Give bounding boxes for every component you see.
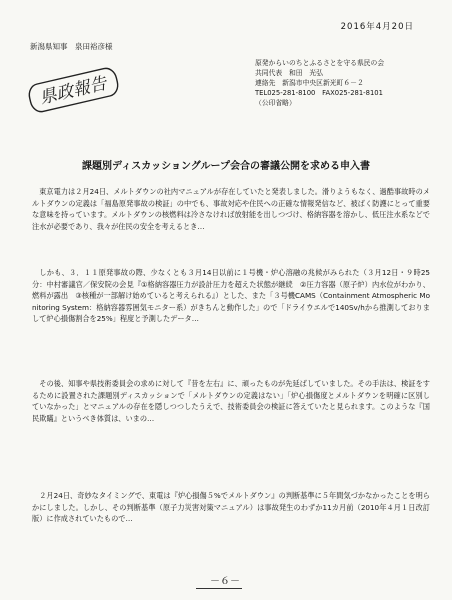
page-number: －６－ [210, 576, 240, 587]
document-title: 課題別ディスカッショングループ会合の審議公開を求める申入書 [82, 161, 370, 172]
body-paragraph: しかも、３．１１原発事故の際、少なくとも３月14日以前に１号機・炉心溶融の兆候がみられた（３月12日・９時25分：中村審議官／保安院の会見『①格納容器圧力が設計圧力を超えた状態が継続 ②圧力容器（原子炉）内水位がわかり、燃料が露出 ③核種が一部解け始めていると考えられる』）とした、また「３号機CAMS（Containment Atmospheric Monitoring System：格納容器雰囲気モニター系）がきちんと動作した」ので「ドライウエルで140Sv/hから推測しておりまして炉心損傷割合を25%」程度と予測したデータ… [32, 268, 430, 324]
body-paragraph: ２月24日、奇妙なタイミングで、東電は『炉心損傷５%でメルトダウン』の判断基準に５年間気づかなかったことを明らかにしました。しかし、その判断基準（原子力災害対策マニュアル）は事故発生のわずか11カ月前（2010年４月１日改訂版）に作成されていたもので… [32, 491, 430, 524]
sender-phone: TEL025-281-8100 FAX025-281-8101 [255, 89, 383, 97]
body-paragraph: その後、知事や県技術委員会の求めに対して『昔を左右』に、頑ったものが先延ばしていました。その手法は、検証をするために設置された課題別ディスカッションで「メルトダウンの定義はない」「炉心損傷度とメルトダウンを明確に区別していなかった」とマニュアルの存在を隠しつつしたうえで、技術委員会の検証に答えていたと見られます。このような『国民欺瞞』というべき体質は、いまの… [32, 379, 430, 423]
sender-note: （公印省略） [255, 99, 296, 107]
sender-block [255, 58, 445, 108]
body-paragraph: 東京電力は２月24日、メルトダウンの社内マニュアルが存在していたと発表しました。滑りようもなく、過酷事故時のメルトダウンの定義は「福島原発事故の検証」の中でも、事故対応や住民への正確な情報発信など、被ばく防護にとって重要な意味を持っています。メルトダウンの核燃料は冷さなければ放射能を出しつづけ、格納容器を溶かし、低圧注水系などで注水が必要であり、我々が住民の安全を考えるとき… [32, 187, 430, 231]
recipient-line: 新潟県知事 泉田裕彦様 [30, 42, 113, 51]
handwritten-stamp [23, 62, 124, 118]
sender-rep: 共同代表 和田 光弘 [255, 69, 323, 77]
page-number-rule [196, 588, 242, 589]
sender-org: 原発からいのちとふるさとを守る県民の会 [255, 59, 385, 67]
stamp-text: 県政報告 [37, 73, 109, 109]
sender-address: 連絡先 新潟市中央区新光町６－２ [255, 79, 364, 87]
document-date: 2016年4月20日 [340, 22, 414, 32]
